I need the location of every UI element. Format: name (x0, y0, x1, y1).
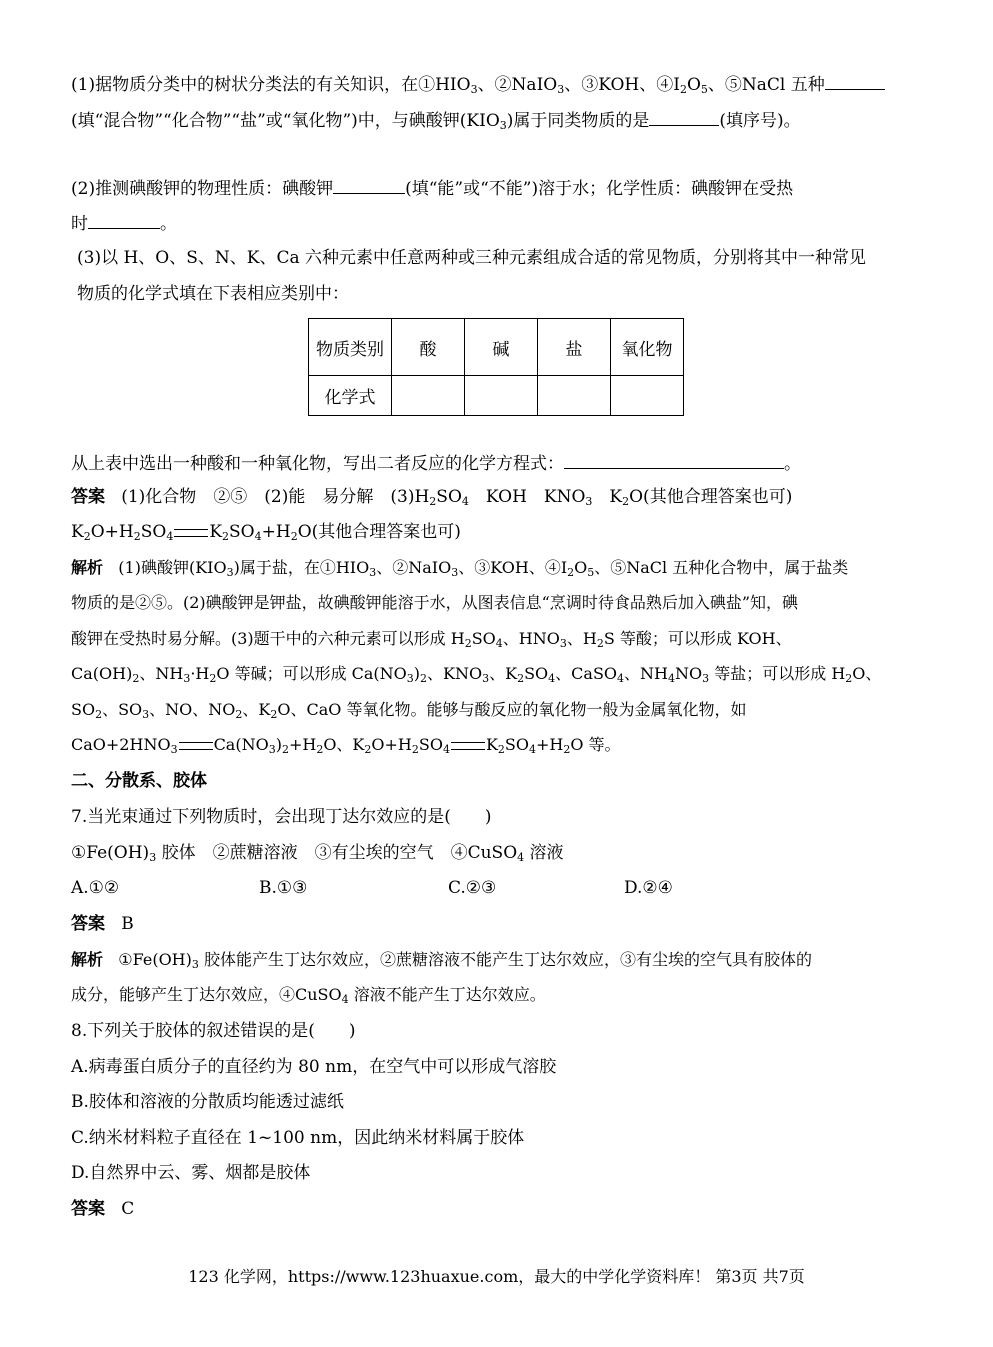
q6-part1-line2: (填“混合物”“化合物”“盐”或“氧化物”)中，与碘酸钾$(KIO_3)$属于同类物质的是 (填序号)。 (71, 107, 801, 133)
answer-label: 答案 (71, 914, 105, 934)
q6-part3-line2: 物质的化学式填在下表相应类别中： (77, 284, 349, 304)
q7-option-a[interactable]: A.①② (71, 878, 120, 898)
q8-answer: 答案 C (71, 1199, 135, 1219)
table-cell-acid[interactable] (392, 376, 465, 416)
q6-explanation-line6: $CaO+2HNO_3$ $Ca(NO_3)_2+H_2O$、$K_2O+H_2SO_4$ $K_2SO_4+H_2O$ 等。 (71, 735, 621, 756)
table-header-salt: 盐 (538, 319, 611, 376)
q6-part3-line1: (3)以 H、O、S、N、K、Ca 六种元素中任意两种或三种元素组成合适的常见物质，分别将其中一种常见 (77, 248, 867, 268)
q8-option-b[interactable]: B.胶体和溶液的分散质均能透过滤纸 (71, 1092, 344, 1112)
equals-sign (179, 742, 213, 750)
q6-explanation-line3: 酸钾在受热时易分解。(3)题干中的六种元素可以形成 $H_2SO_4$、$HNO_3$、$H_2S$ 等酸；可以形成 KOH、 (71, 629, 792, 650)
equals-sign (451, 742, 485, 750)
q7-option-b[interactable]: B.①③ (259, 878, 308, 898)
q6-part2-line2: 时 。 (71, 210, 177, 236)
q8-stem: 8.下列关于胶体的叙述错误的是( ) (71, 1021, 356, 1041)
answer-blank[interactable] (333, 175, 405, 194)
q6-part1-line1: (1)据物质分类中的树状分类法的有关知识，在$①HIO_3$、②NaIO$_3$、③KOH、$④I_2O_5$、⑤NaCl 五种 (71, 71, 885, 97)
q7-items: $①Fe(OH)_3$ 胶体 ②蔗糖溶液 ③有尘埃的空气 ④CuSO$_4$ 溶液 (71, 843, 564, 864)
q7-explanation-line1: 解析 $①Fe(OH)_3$ 胶体能产生丁达尔效应，②蔗糖溶液不能产生丁达尔效应，③有尘埃的空气具有胶体的 (71, 950, 812, 971)
q6-part2-line1: (2)推测碘酸钾的物理性质：碘酸钾 (填“能”或“不能”)溶于水；化学性质：碘酸钾在受热 (71, 175, 793, 201)
table-header-category: 物质类别 (309, 319, 392, 376)
answer-label: 答案 (71, 1199, 105, 1219)
q6-explanation-line5: $SO_2$、$SO_3$、NO、$NO_2$、$K_2O$、CaO 等氧化物。能够与酸反应的氧化物一般为金属氧化物，如 (71, 700, 747, 721)
table-cell-oxide[interactable] (611, 376, 684, 416)
q7-explanation-line2: 成分，能够产生丁达尔效应，④CuSO$_4$ 溶液不能产生丁达尔效应。 (71, 985, 546, 1006)
q8-option-d[interactable]: D.自然界中云、雾、烟都是胶体 (71, 1163, 311, 1183)
answer-blank[interactable] (649, 107, 719, 126)
q7-option-d[interactable]: D.②④ (624, 878, 673, 898)
equals-sign (174, 529, 208, 537)
q8-option-a[interactable]: A.病毒蛋白质分子的直径约为 80 nm，在空气中可以形成气溶胶 (71, 1057, 557, 1077)
substance-category-table (308, 318, 684, 416)
q6-answer-line2: $K_2O+H_2SO_4$ $K_2SO_4+H_2O$(其他合理答案也可) (71, 522, 461, 543)
table-cell-base[interactable] (465, 376, 538, 416)
q6-explanation-line2: 物质的是②⑤。(2)碘酸钾是钾盐，故碘酸钾能溶于水，从图表信息“烹调时待食品熟后加入碘盐”知，碘 (71, 593, 799, 612)
q6-part3-equation-prompt: 从上表中选出一种酸和一种氧化物，写出二者反应的化学方程式： 。 (71, 450, 801, 476)
answer-blank[interactable] (825, 71, 885, 90)
q7-stem: 7.当光束通过下列物质时，会出现丁达尔效应的是( ) (71, 807, 492, 827)
explanation-label: 解析 (71, 950, 104, 969)
answer-blank[interactable] (88, 210, 160, 229)
q8-option-c[interactable]: C.纳米材料粒子直径在 1~100 nm，因此纳米材料属于胶体 (71, 1128, 525, 1148)
q6-answer-line1: 答案 (1)化合物 ②⑤ (2)能 易分解 $(3)H_2SO_4$ KOH $KNO_3$ $K_2O$(其他合理答案也可) (71, 487, 793, 508)
explanation-label: 解析 (71, 558, 104, 577)
table-row-label-formula: 化学式 (309, 376, 392, 416)
q6-explanation-line1: 解析 (1)碘酸钾$(KIO_3)$属于盐，在$①HIO_3$、②NaIO$_3$、③KOH、$④I_2O_5$、⑤NaCl 五种化合物中，属于盐类 (71, 558, 849, 579)
page-footer: 123 化学网，https://www.123huaxue.com，最大的中学化学资料库！ 第3页 共7页 (188, 1267, 805, 1286)
q6-explanation-line4: $Ca(OH)_2$、$NH_3\cdot H_2O$ 等碱；可以形成 $Ca(NO_3)_2$、$KNO_3$、$K_2SO_4$、CaSO$_4$、$NH_4NO_3$ 等盐；可以形成 $H_2O$、 (71, 664, 882, 685)
q7-option-c[interactable]: C.②③ (448, 878, 497, 898)
q7-answer: 答案 B (71, 914, 134, 934)
section-heading: 二、分散系、胶体 (71, 771, 207, 791)
table-header-base: 碱 (465, 319, 538, 376)
answer-blank[interactable] (564, 450, 784, 469)
answer-label: 答案 (71, 487, 105, 507)
table-header-oxide: 氧化物 (611, 319, 684, 376)
table-header-acid: 酸 (392, 319, 465, 376)
table-cell-salt[interactable] (538, 376, 611, 416)
